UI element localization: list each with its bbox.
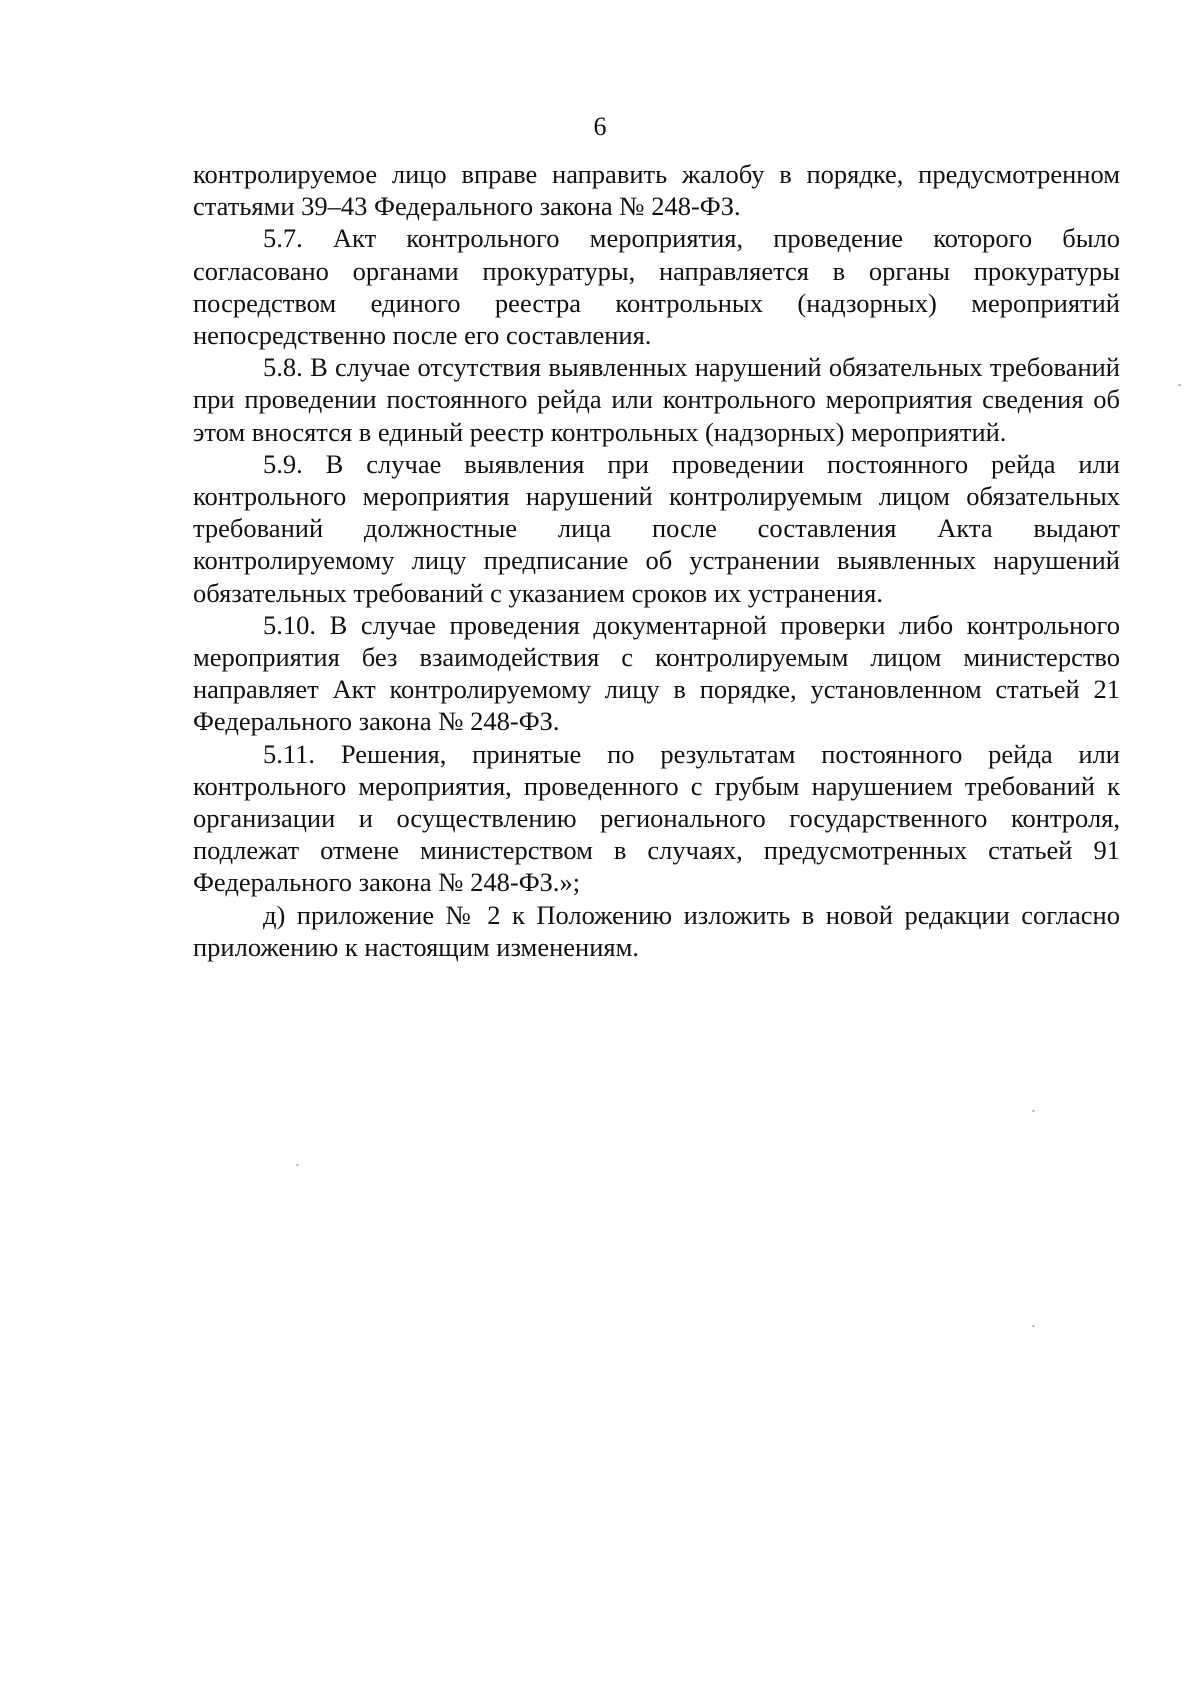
page-number: 6 — [593, 112, 607, 141]
paragraph-5-11: 5.11. Решения, принятые по результатам постоянного рейда или контрольного мероприятия, проведенного с грубым нарушением требований к организации и осуществлению регионального государственного контроля, подлежат отмене министерством в случаях, предусмотренных статьей 91 Федерального закона № 248-ФЗ.»; — [193, 738, 1120, 898]
paragraph-5-7: 5.7. Акт контрольного мероприятия, проведение которого было согласовано органами прокуратуры, направляется в органы прокуратуры посредством единого реестра контрольных (надзорных) мероприятий непосредственно после его составления. — [193, 223, 1120, 351]
paragraph-5-9: 5.9. В случае выявления при проведении постоянного рейда или контрольного мероприятия нарушений контролируемым лицом обязательных требований должностные лица после составления Акта выдают контролируемому лицу предписание об устранении выявленных нарушений обязательных требований с указанием сроков их устранения. — [193, 448, 1120, 608]
scan-speck — [1178, 384, 1181, 386]
paragraph-item-d: д) приложение № 2 к Положению изложить в новой редакции согласно приложению к настоящим изменениям. — [193, 899, 1120, 962]
scan-speck — [1032, 1110, 1035, 1112]
scan-speck — [296, 1164, 299, 1166]
scan-speck — [1032, 1325, 1035, 1327]
document-body — [193, 158, 1120, 963]
paragraph-5-10: 5.10. В случае проведения документарной проверки либо контрольного мероприятия без взаимодействия с контролируемым лицом министерство направляет Акт контролируемому лицу в порядке, установленном статьей 21 Федерального закона № 248-ФЗ. — [193, 609, 1120, 737]
paragraph-5-8: 5.8. В случае отсутствия выявленных нарушений обязательных требований при проведении постоянного рейда или контрольного мероприятия сведения об этом вносятся в единый реестр контрольных (надзорных) мероприятий. — [193, 352, 1120, 447]
paragraph-continuation: контролируемое лицо вправе направить жалобу в порядке, предусмотренном статьями 39–43 Федерального закона № 248-ФЗ. — [193, 159, 1120, 222]
